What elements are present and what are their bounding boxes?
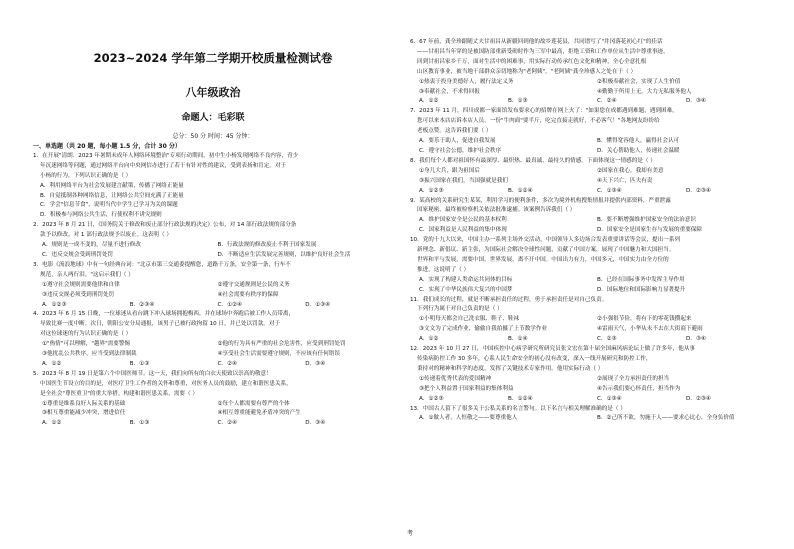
options-row bbox=[410, 216, 775, 226]
question-stem: 2．2023 年 8 月 21 日，《国务院关于修改和废止部分行政法规的决定》公布，对 14 部行政法规的部分条 bbox=[33, 222, 297, 229]
options-row bbox=[410, 88, 775, 98]
option-text: A．①②③ bbox=[42, 301, 67, 308]
question-stem: 5．2023 年 8 月 19 日是第六个中国医师节。这一天，我们向所有的白衣天使致以崇高的敬意！ bbox=[33, 370, 272, 377]
option-text: B．①②④ bbox=[508, 395, 533, 402]
question-text: 年沉迷网络等问题，通过网络平台向中央网信办进行了若干有针对性的建议，受到表扬和肯定。对于 bbox=[40, 162, 287, 169]
question-text: 对这位球迷的行为认识正确的是（ ） bbox=[40, 331, 132, 338]
question-stem: 1．在开展"清朗．2023 年暑期未成年人网络环境整治"专项行动期间，初中生小杨发现网络不良内容，青少 bbox=[33, 152, 299, 159]
option-text: B．要不断增强维护国家安全的法治意识 bbox=[597, 217, 696, 224]
option-text: B．①③ bbox=[508, 98, 528, 105]
option-text: ②国家在我心，我却有美意 bbox=[597, 167, 664, 174]
question-stem: 13．中国古人留下了很多关于公私关系的名言警句。以下名言与相关理解准确的是（ ） bbox=[410, 405, 626, 412]
question-text: 是全社会"尊医重卫"的重大举措。构建和谐医患关系，需要（ ） bbox=[40, 390, 198, 397]
question-stem: 9．某高校的关系研究生某某，利用学习的便利条件，多次为境外机构搜集情报并提供内部资料，严重泄露 bbox=[410, 197, 671, 204]
question-text: 世界和平与发展，需要中国，世界发展，离不开中国。中国出力有力，中国多元，中国实力由全方位的 bbox=[417, 256, 669, 263]
score-info: 总分：50 分 时间：45 分钟： bbox=[172, 133, 254, 140]
footer-mark: 考 bbox=[407, 530, 414, 537]
option-text: A．①② bbox=[42, 420, 62, 427]
options-row bbox=[410, 177, 775, 187]
option-text: A．要乐于助人，促进自我发展 bbox=[419, 138, 496, 145]
option-text: A．实现了构建人类命运共同体的目标 bbox=[419, 276, 513, 283]
option-text: B．①④ bbox=[508, 336, 528, 343]
option-text: B．懂得宽容他人，赢得社会认可 bbox=[597, 138, 680, 145]
option-text: D．③④ bbox=[686, 336, 706, 343]
option-text: ②他的行为具有严重的社会危害性，应受到刑罚处罚 bbox=[217, 341, 346, 348]
option-text: A．①②③ bbox=[419, 395, 444, 402]
option-text: B．②③④ bbox=[129, 301, 155, 308]
options-row bbox=[410, 395, 775, 405]
right-questions bbox=[410, 38, 775, 424]
option-text: ③相互尊重能减少冲突，增进信任 bbox=[42, 410, 126, 417]
options-row bbox=[33, 340, 393, 350]
option-text: C．违反交规会受到刑罚处罚 bbox=[42, 251, 114, 258]
option-text: C．国家利益是人民利益的集中体现 bbox=[419, 227, 507, 234]
option-text: D．国家安全是国家生存与发展的重要保障 bbox=[597, 227, 702, 234]
option-text: A．规则是一成不变的，尽量不进行修改 bbox=[42, 242, 141, 249]
option-text: C．①②④ bbox=[217, 301, 243, 308]
right-column bbox=[410, 38, 775, 424]
left-questions bbox=[33, 152, 393, 429]
question-stem: 12．2023 年 10 月 27 日，中国疾控中心病学研究所研究员张文宏在第十届全国麻风病论坛上做了许多年，他从事 bbox=[410, 346, 696, 353]
option-text: A．①②③ bbox=[419, 187, 444, 194]
question-text: 老板点赞。这告诉我们要（ ） bbox=[417, 128, 492, 135]
option-text: ①"热情"可以理解，"越界"需要警惕 bbox=[42, 341, 131, 348]
options-row bbox=[410, 147, 775, 157]
options-row bbox=[410, 414, 775, 424]
option-text: ③文文为了完成作业，偷偷自我拍摄了上节数学作业 bbox=[419, 326, 548, 333]
options-row bbox=[33, 291, 393, 301]
question-stem: 7．2023 年 11 月，四川成都一家面馆发布要求心的招牌在网上火了："如果您在成都遇到难题，遇到困难， bbox=[410, 108, 678, 115]
option-text: ③违反交规必须受到刑罚处罚 bbox=[42, 291, 115, 298]
question-text: 推进。这说明了（ ） bbox=[417, 266, 470, 273]
options-row bbox=[410, 187, 775, 197]
option-text: D．关心帮助他人，传递社会温暖 bbox=[597, 147, 680, 154]
question-text: 小杨的行为，下列认识正确的是（ ） bbox=[40, 172, 132, 179]
question-text: 中国医生节设立的目的是，对医疗卫生工作者的关怀和尊重，对医务人员的鼓励，建立和谐医患关系， bbox=[40, 380, 292, 387]
options-row bbox=[410, 167, 775, 177]
option-text: ④告示我们要心怀责任，担当作为 bbox=[597, 385, 681, 392]
section-heading: 一、单选题（共 20 题，每小题 1.5 分，合计 30 分） bbox=[33, 143, 181, 150]
option-text: ②小强很节俭，将有下的零花钱攒起来 bbox=[597, 316, 692, 323]
option-text: D．不断适应生活发展完善规则，以维护良好社会生活 bbox=[217, 251, 351, 258]
option-text: B．行政法规的修改废止不利于国家发展 bbox=[217, 242, 317, 249]
options-row bbox=[410, 286, 775, 296]
options-row bbox=[33, 400, 393, 410]
left-column bbox=[33, 40, 393, 429]
question-text: B．自觉抵制各种网络信息，让网络公共空间充满了正能量 bbox=[40, 192, 184, 199]
question-text: 下列行为属于对自己负责的是（ ） bbox=[417, 306, 503, 313]
option-text: ②展现了全力承担责任的担当 bbox=[597, 375, 670, 382]
option-text: D．③④ bbox=[686, 98, 706, 105]
option-text: ③把个人利益置于国家利益的集体利益 bbox=[419, 385, 514, 392]
question-text: D．积极参与网络公共生活，行使权利不讲究规则 bbox=[40, 212, 162, 219]
options-row bbox=[410, 375, 775, 385]
option-text: ④勤勤于所用上无，大力无私服务他人 bbox=[597, 88, 692, 95]
option-text: B．①③ bbox=[129, 420, 150, 427]
option-text: C．实现了中华民族伟大复兴的中国梦 bbox=[419, 286, 513, 293]
question-text: 传染病防控工作 30 多年，心系人民生命安全的初心没有改变，深入一线开展研究和防控工作， bbox=[417, 356, 652, 362]
option-text: A．①② bbox=[42, 360, 62, 367]
option-text: C．②④ bbox=[597, 98, 617, 105]
option-text: D．②③④ bbox=[686, 395, 711, 402]
question-text: C．学会"信息节食"，说明当代中学生已学习为关的课题 bbox=[40, 202, 178, 209]
option-text: B．已经在国际事务中发挥主导作用 bbox=[597, 276, 685, 283]
options-row bbox=[33, 409, 393, 419]
question-text: 国家秘密，最终被检察机关依法批准逮捕。该案例告诉我们（ ） bbox=[417, 207, 576, 214]
option-text: ②遵守交通规则是公民的义务 bbox=[217, 281, 290, 288]
question-text: 新理念、新倡议、新主张，为国际社会解决全球性问题，贡献了中国方案，展现了中国魅力和大国担当。 bbox=[417, 247, 675, 254]
option-text: C．②③ bbox=[597, 336, 617, 343]
question-text: 秉持对的精神和科学的态度，发挥了关键技术专家作用。他用实际行动（ ） bbox=[417, 365, 604, 372]
option-text: A．维护国家安全是公民的基本权利 bbox=[419, 217, 507, 224]
options-row bbox=[33, 301, 393, 311]
option-text: ④相互尊重能避免矛盾冲突的产生 bbox=[217, 410, 301, 417]
option-text: ②每个人都需要有尊严的个体 bbox=[217, 400, 290, 407]
option-text: C．②④ bbox=[217, 360, 238, 367]
option-text: ①传递着优秀代表的爱国精神 bbox=[419, 375, 492, 382]
question-stem: 6．67 年前，龚全珍跟随丈夫甘祖昌从新疆回到他的故乡莲花县，共同谱写了"井冈落花初心红"的佳话 bbox=[410, 39, 663, 45]
option-text: B．①③ bbox=[129, 360, 150, 367]
exam-title: 2023~2024 学年第二学期开校质量检测试卷 bbox=[93, 51, 333, 65]
subject-title: 八年级政治 bbox=[185, 86, 241, 99]
option-text: C．②④ bbox=[217, 420, 238, 427]
options-row bbox=[410, 335, 775, 345]
option-text: A．①② bbox=[419, 98, 439, 105]
options-row bbox=[410, 78, 775, 88]
option-text: B．②己所不欲，勿施于人——要求心比心，全身负价值 bbox=[597, 415, 735, 422]
question-text: ——甘祖昌当年穿的是被国防部重新受勋时作为三军中最高，拒绝工资和工作单位从生活中尊重事迹， bbox=[417, 48, 669, 55]
option-text: D．①③④ bbox=[305, 301, 331, 308]
question-stem: 4．2023 年 6 月 15 日晚，一位球迷从看台跳下冲入球场拥抱梅西，并在球场中奔跑后被工作人员带离， bbox=[33, 311, 295, 318]
option-text: ④享受社会生活需要遵守规则，不应该有任何错误 bbox=[217, 351, 340, 358]
option-text: ④雷雨天气，小华从未不去在大街商下避雨 bbox=[597, 326, 703, 333]
option-text: ④天下兴亡，匹夫有责 bbox=[597, 177, 653, 184]
option-text: D．国际地位和国际影响力显著提升 bbox=[597, 286, 686, 293]
option-text: C．遵守社会公德，维护社会秩序 bbox=[419, 147, 502, 154]
option-text: A．①做人者，人恒敬之——要尊重他人 bbox=[419, 415, 518, 422]
options-row bbox=[410, 315, 775, 325]
option-text: ④社会需要有秩序的保障 bbox=[217, 291, 279, 298]
options-row bbox=[33, 419, 393, 429]
options-row bbox=[410, 385, 775, 395]
option-text: D．②③④ bbox=[686, 187, 711, 194]
question-stem: 11．我们成长的过程，就是不断承担责任的过程，勇于承担责任是对自己负责。 bbox=[410, 296, 608, 303]
options-row bbox=[33, 281, 393, 291]
question-stem: 3．电影《流浪地球》中有一句经典台词："北京市第三交通委提醒您，道路千万条，安全第一条，行车不 bbox=[33, 261, 291, 268]
question-text: 回到甘祖昌家乡千万，面对生活中的困难事，用实际行动传承红色文化和精神，全心全意扎根 bbox=[417, 58, 647, 65]
options-row bbox=[410, 276, 775, 286]
author-line: 命题人：毛彩联 bbox=[181, 113, 245, 123]
options-row bbox=[410, 97, 775, 107]
option-text: A．①② bbox=[419, 336, 439, 343]
options-row bbox=[410, 325, 775, 335]
option-text: D．③④ bbox=[305, 420, 326, 427]
option-text: ①遵守社会规则需要他律和自律 bbox=[42, 281, 120, 288]
question-text: 山区教育事业，被当地干部群众亲切地称为"老阿姨"。"老阿姨"龚全珍感人之处在于（ ） bbox=[417, 68, 637, 75]
options-row bbox=[33, 251, 393, 261]
question-text: A．利用网络平台为社会发展建言献策，传播了网络正能量 bbox=[40, 182, 184, 189]
question-text: 规范，亲人两行泪。"这启示我们（ ） bbox=[40, 271, 134, 278]
question-stem: 8．我们每个人都对祖国怀有最深厚、最炽热、最真诚、最持久的情感。下面体现这一情感的是（ ） bbox=[410, 157, 656, 164]
option-text: ③振兴国家在我们，当国强就是我们 bbox=[419, 177, 508, 184]
option-text: ③奉献社会，不求得回报 bbox=[419, 88, 480, 95]
option-text: C．①③④ bbox=[597, 395, 622, 402]
options-row bbox=[33, 350, 393, 360]
option-text: ①热衷于投身美德好人，履行法定义务 bbox=[419, 78, 514, 85]
question-stem: 10．党的十九大以来，中国主办一系列主场外交活动，中国领导人多边场合发表重要讲话等会议，提出一系列 bbox=[410, 237, 681, 244]
question-text: 款予以修改，对 1 部行政法规予以废止。这表明（ ） bbox=[40, 232, 172, 239]
option-text: ①小明每天都会自己洗衣服、鞋子、鞋袜 bbox=[419, 316, 520, 323]
options-row bbox=[410, 137, 775, 147]
question-text: 您可以来本店店诉本店人员，一份"牛肉面"要半斤，吃完直接走就好，不必客气！"各地网友纷纷给 bbox=[417, 118, 660, 125]
option-text: ②积极奉献社会，实现了人生价值 bbox=[597, 78, 681, 85]
options-row bbox=[33, 241, 393, 251]
option-text: B．①②④ bbox=[508, 187, 533, 194]
option-text: ①身儿大兵，跟为祖国后 bbox=[419, 167, 480, 174]
option-text: ①尊重是维系良好人际关系的基础 bbox=[42, 400, 126, 407]
options-row bbox=[410, 226, 775, 236]
option-text: C．①③④ bbox=[597, 187, 622, 194]
options-row bbox=[33, 360, 393, 370]
option-text: ③他扰乱公共秩序，应当受到法律制裁 bbox=[42, 351, 137, 358]
option-text: D．③④ bbox=[305, 360, 326, 367]
question-text: 导致比赛一度中断。次日，朝阳公安分局通报，该男子已被行政拘留 10 日，并已处以罚款。对于 bbox=[40, 321, 281, 328]
